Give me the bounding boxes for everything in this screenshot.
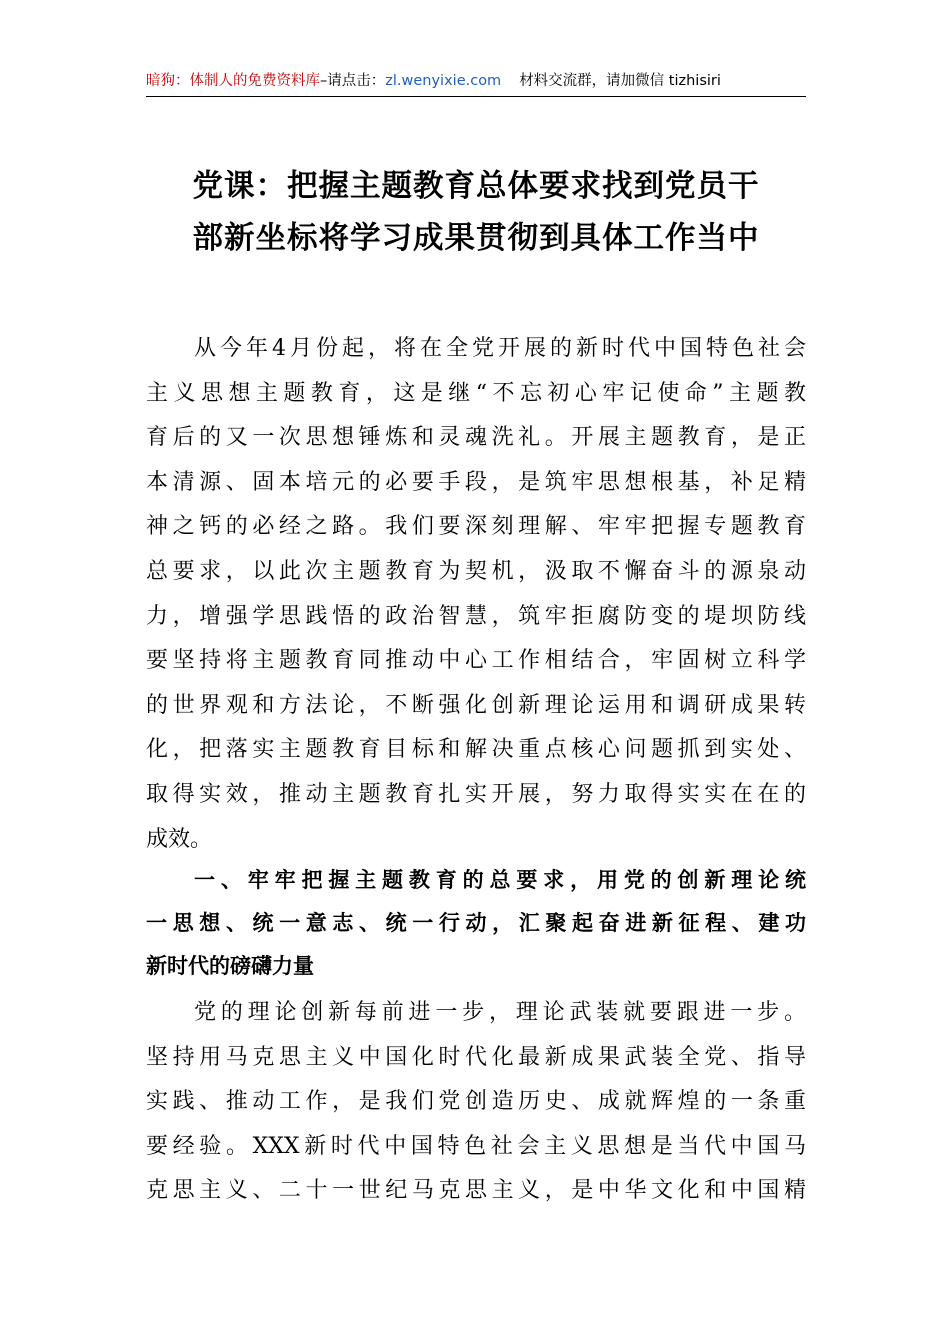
paragraph-line: 从今年4月份起，将在全党开展的新时代中国特色社会 — [194, 336, 806, 361]
title-line: 部新坐标将学习成果贯彻到具体工作当中 — [192, 220, 760, 256]
paragraph-line: 本清源、固本培元的必要手段，是筑牢思想根基，补足精 — [146, 469, 806, 495]
heading-line: 一、牢牢把握主题教育的总要求，用党的创新理论统 — [194, 868, 806, 892]
paragraph-line: 主义思想主题教育，这是继“不忘初心牢记使命”主题教 — [146, 380, 806, 406]
paragraph-line: 要坚持将主题教育同推动中心工作相结合，牢固树立科学 — [146, 648, 806, 674]
intro-paragraph — [146, 327, 806, 862]
heading-line: 新时代的磅礴力量 — [146, 954, 314, 978]
site-url-link[interactable]: zl.wenyixie.com — [385, 73, 502, 89]
click-prompt: –请点击： — [320, 73, 386, 89]
section-heading — [146, 859, 806, 988]
paragraph-line: 化，把落实主题教育目标和解决重点核心问题抓到实处、 — [146, 737, 806, 763]
title-line: 党课：把握主题教育总体要求找到党员干 — [192, 168, 760, 204]
paragraph-line: 取得实效，推动主题教育扎实开展，努力取得实实在在的 — [146, 781, 806, 807]
paragraph-line: 党的理论创新每前进一步，理论武装就要跟进一步。 — [194, 1000, 806, 1025]
site-label: 暗狗：体制人的免费资料库 — [146, 73, 320, 89]
paragraph-line: 育后的又一次思想锤炼和灵魂洗礼。开展主题教育，是正 — [146, 425, 806, 451]
section-paragraph — [146, 991, 806, 1214]
page-header — [146, 66, 806, 97]
paragraph-line: 克思主义、二十一世纪马克思主义，是中华文化和中国精 — [146, 1178, 806, 1204]
heading-line: 一思想、统一意志、统一行动，汇聚起奋进新征程、建功 — [146, 911, 806, 935]
paragraph-line: 神之钙的必经之路。我们要深刻理解、牢牢把握专题教育 — [146, 514, 806, 540]
paragraph-line: 力，增强学思践悟的政治智慧，筑牢拒腐防变的堤坝防线 — [146, 603, 806, 629]
paragraph-line: 要经验。XXX新时代中国特色社会主义思想是当代中国马 — [146, 1133, 806, 1159]
contact-info: 材料交流群，请加微信 tizhisiri — [519, 73, 721, 89]
paragraph-line: 总要求，以此次主题教育为契机，汲取不懈奋斗的源泉动 — [146, 558, 806, 584]
paragraph-line: 成效。 — [146, 826, 213, 852]
paragraph-line: 坚持用马克思主义中国化时代化最新成果武装全党、指导 — [146, 1044, 806, 1070]
paragraph-line: 实践、推动工作，是我们党创造历史、成就辉煌的一条重 — [146, 1089, 806, 1115]
paragraph-line: 的世界观和方法论，不断强化创新理论运用和调研成果转 — [146, 692, 806, 718]
document-title — [146, 160, 806, 264]
